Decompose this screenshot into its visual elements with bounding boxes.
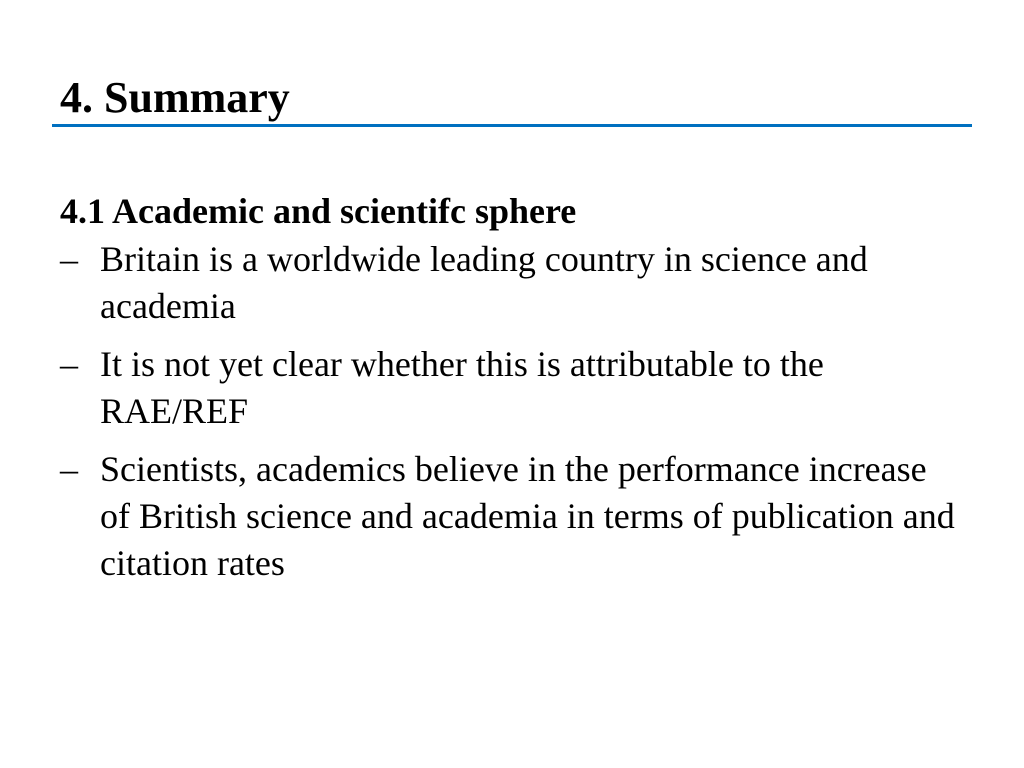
bullet-text: Britain is a worldwide leading country in science and academia: [100, 239, 868, 326]
bullet-item: [60, 341, 960, 435]
bullet-item: [60, 446, 960, 587]
section-heading: 4.1 Academic and scientifc sphere: [60, 191, 577, 231]
title-divider: [52, 124, 972, 127]
bullet-item: [60, 236, 960, 330]
slide-title: 4. Summary: [60, 73, 290, 122]
bullet-text: It is not yet clear whether this is attributable to the RAE/REF: [100, 344, 824, 431]
dash-icon: –: [60, 449, 78, 489]
dash-icon: –: [60, 344, 78, 384]
slide-content: [60, 188, 960, 598]
dash-icon: –: [60, 239, 78, 279]
bullet-text: Scientists, academics believe in the performance increase of British science and academia in terms of publication and citation rates: [100, 449, 955, 583]
bullet-list: [60, 236, 960, 587]
